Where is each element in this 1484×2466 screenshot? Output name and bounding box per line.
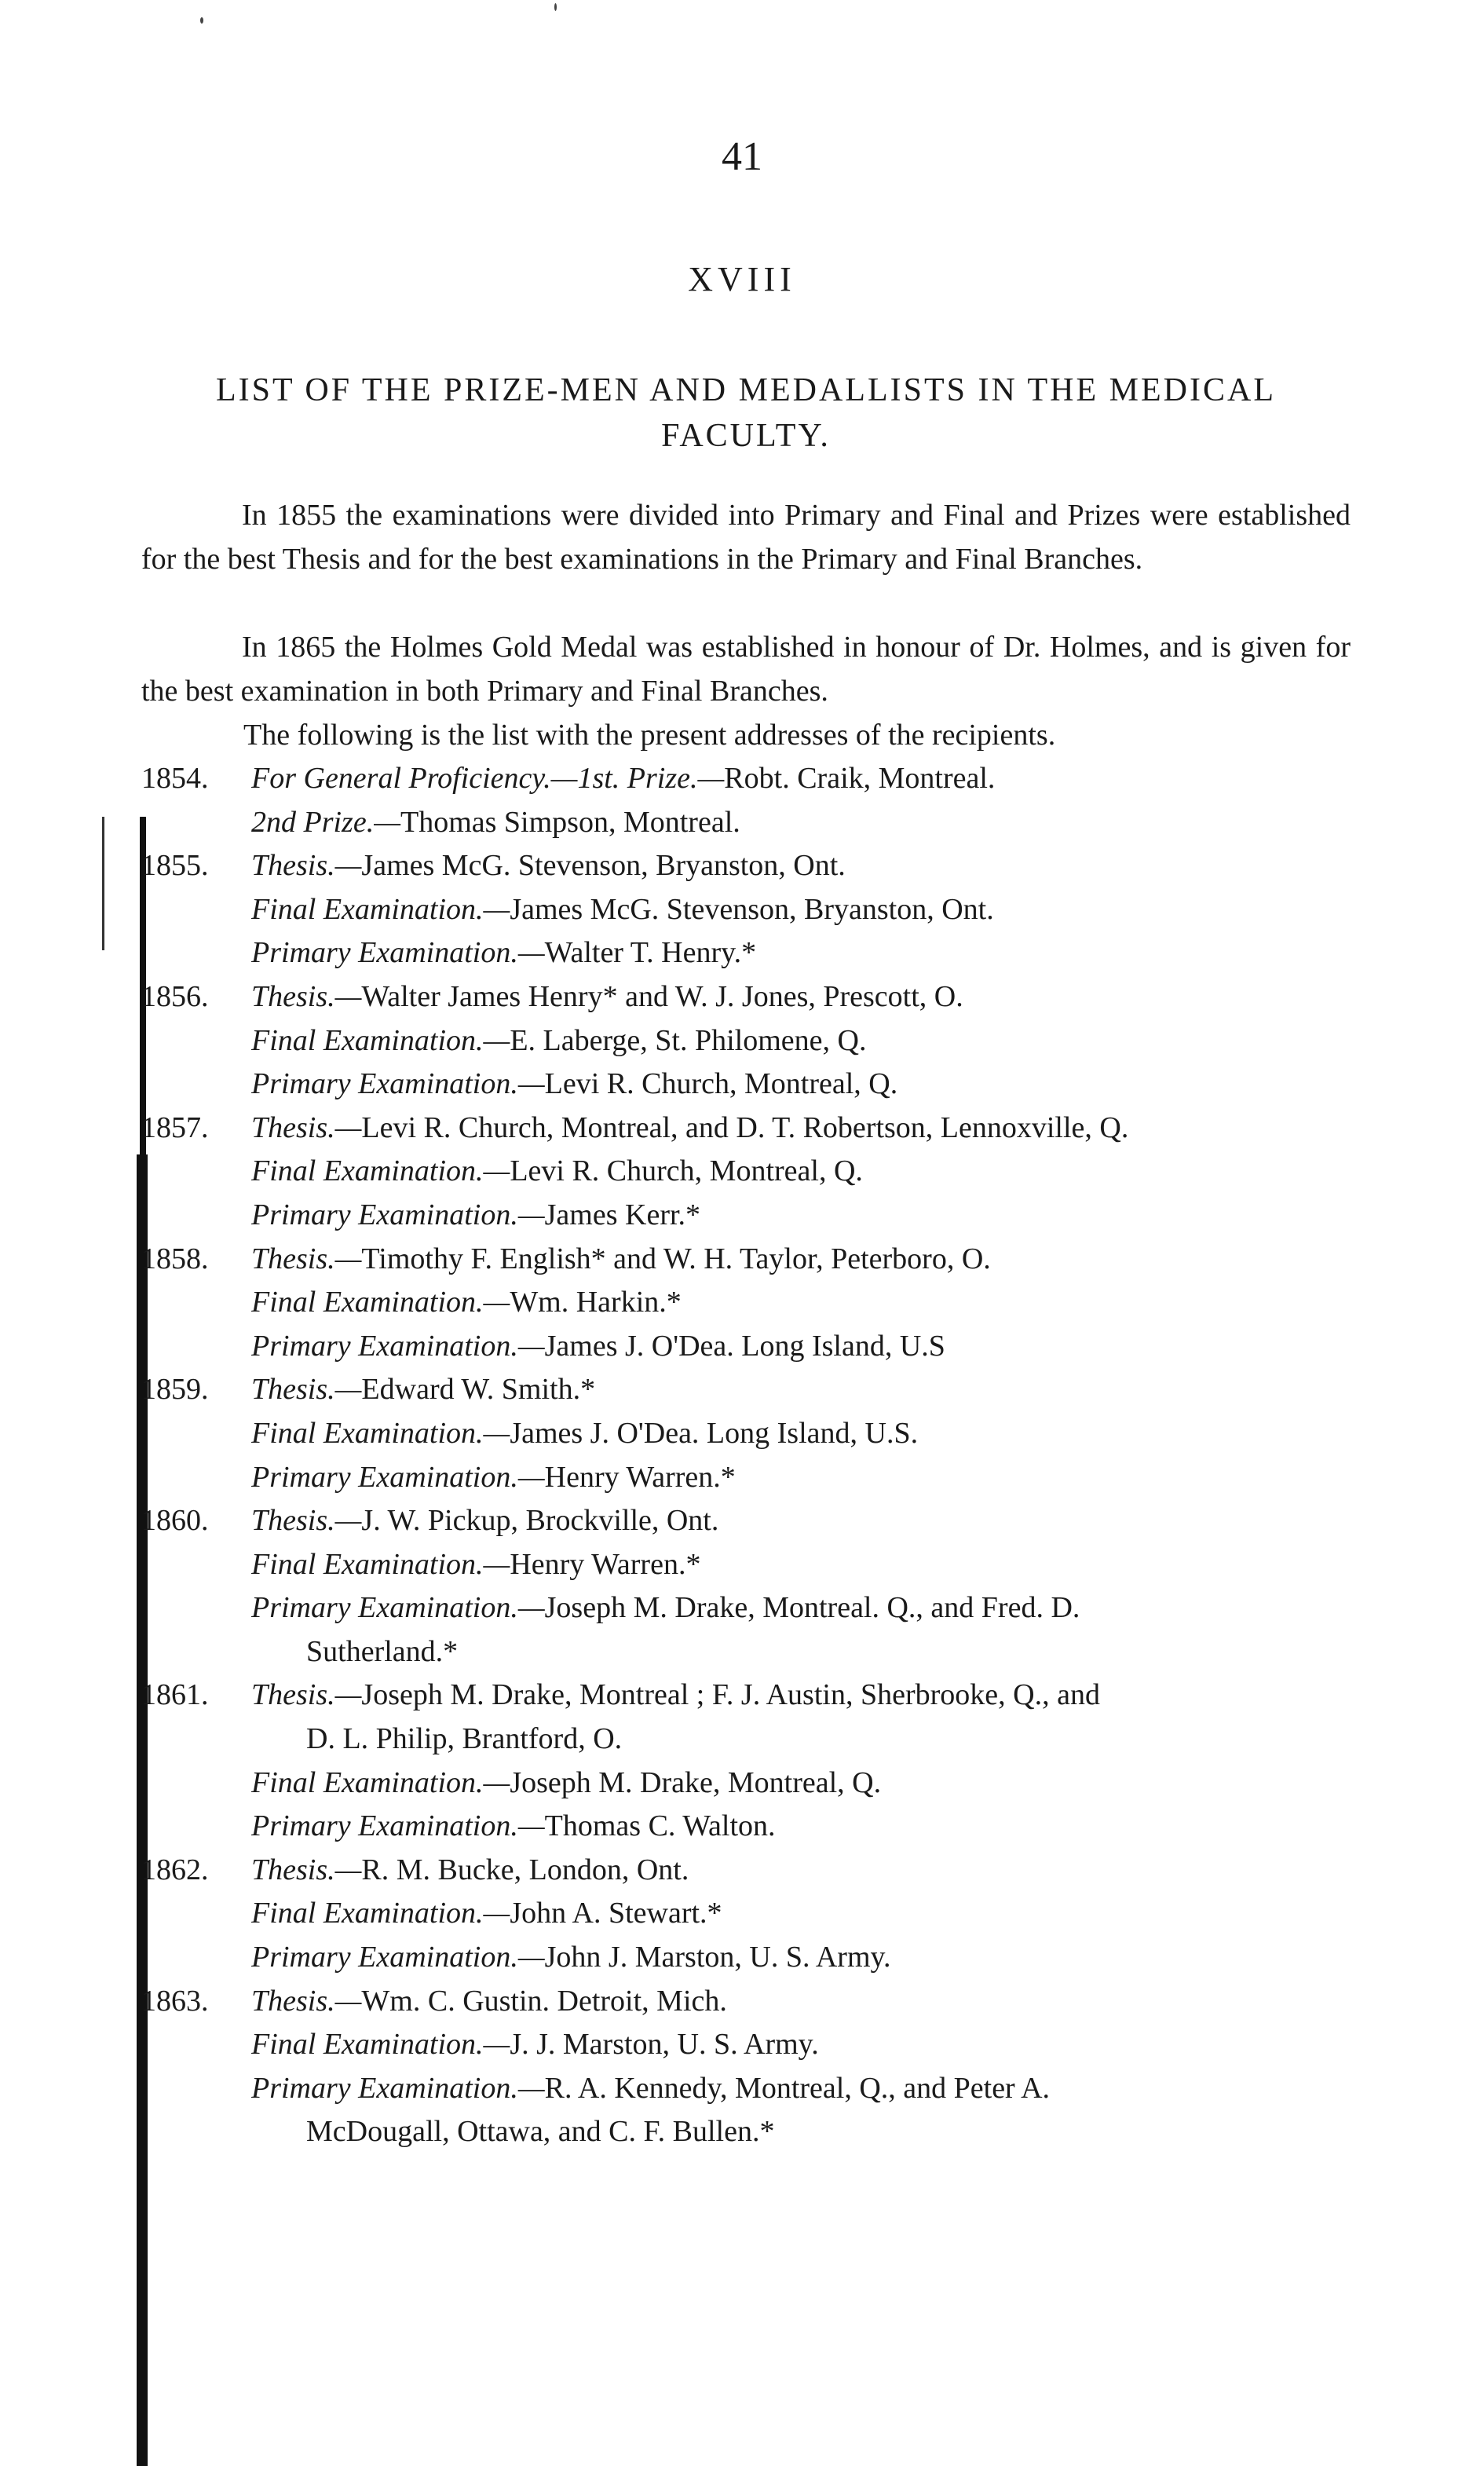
recipient-text: Robt. Craik, Montreal. — [724, 762, 996, 795]
intro-paragraph — [141, 625, 1351, 713]
award-label: 2nd Prize.— — [251, 805, 400, 839]
entry-year: 1861. — [141, 1678, 209, 1712]
award-label: Primary Examination.— — [251, 1067, 545, 1101]
recipient-text: R. A. Kennedy, Montreal, Q., and Peter A. — [544, 2071, 1051, 2105]
award-label: Final Examination.— — [251, 1765, 510, 1799]
award-label: Final Examination.— — [251, 892, 510, 926]
award-line — [141, 1194, 1366, 1238]
award-label: Primary Examination.— — [251, 1198, 545, 1231]
recipient-text: Levi R. Church, Montreal, and D. T. Robertson, Lennoxville, Q. — [361, 1110, 1129, 1144]
year-entry — [141, 1238, 1366, 1369]
award-line — [141, 1892, 1366, 1936]
award-line — [141, 1238, 1366, 1282]
award-label: Primary Examination.— — [251, 2071, 545, 2105]
award-label: Thesis.— — [251, 1678, 362, 1712]
award-label: Primary Examination.— — [251, 1809, 545, 1843]
award-line — [141, 844, 1366, 888]
award-label: Primary Examination.— — [251, 1329, 545, 1363]
award-line — [141, 1543, 1366, 1587]
award-label: Final Examination.— — [251, 1897, 510, 1930]
award-line — [141, 1762, 1366, 1806]
recipient-text: Joseph M. Drake, Montreal, Q. — [510, 1765, 882, 1799]
year-entry — [141, 975, 1366, 1107]
award-line — [141, 1805, 1366, 1849]
recipient-text: R. M. Bucke, London, Ont. — [361, 1853, 689, 1886]
year-entry — [141, 1107, 1366, 1238]
award-line — [141, 975, 1366, 1019]
recipient-text: James J. O'Dea. Long Island, U.S — [544, 1329, 945, 1363]
award-line — [141, 1150, 1366, 1194]
award-label: Primary Examination.— — [251, 1591, 545, 1625]
scan-speck — [554, 3, 557, 11]
award-line — [141, 801, 1366, 845]
award-line — [141, 1499, 1366, 1543]
year-entry — [141, 1674, 1366, 1848]
award-line — [141, 1456, 1366, 1500]
award-label: Primary Examination.— — [251, 1460, 545, 1494]
entry-year: 1854. — [141, 762, 209, 795]
recipient-text: Levi R. Church, Montreal, Q. — [544, 1067, 898, 1101]
recipient-text: John J. Marston, U. S. Army. — [544, 1941, 891, 1974]
recipient-text: J. W. Pickup, Brockville, Ont. — [361, 1504, 719, 1538]
award-label: Thesis.— — [251, 1242, 362, 1275]
award-label: Thesis.— — [251, 1853, 362, 1886]
recipient-text: James McG. Stevenson, Bryanston, Ont. — [510, 892, 994, 926]
award-line — [141, 1630, 1366, 1674]
year-entry — [141, 1849, 1366, 1980]
award-label: For General Proficiency.—1st. Prize.— — [251, 762, 725, 795]
page-number: 41 — [722, 134, 762, 179]
year-entry — [141, 844, 1366, 975]
award-label: Final Examination.— — [251, 1023, 510, 1057]
year-entry — [141, 757, 1366, 844]
section-title: LIST OF THE PRIZE-MEN AND MEDALLISTS IN THE MEDICAL FACULTY. — [216, 372, 1276, 454]
award-label: Final Examination.— — [251, 1547, 510, 1581]
recipient-text: Wm. Harkin.* — [510, 1286, 682, 1319]
intro-text: In 1865 the Holmes Gold Medal was established in honour of Dr. Holmes, and is given for the best examination in both Primary and Final Branches. — [141, 631, 1351, 708]
recipient-text: D. L. Philip, Brantford, O. — [306, 1722, 623, 1756]
intro-paragraph — [141, 493, 1351, 581]
recipient-text: J. J. Marston, U. S. Army. — [510, 2028, 819, 2062]
award-line — [141, 1980, 1366, 2024]
recipient-text: Henry Warren.* — [544, 1460, 736, 1494]
award-label: Thesis.— — [251, 979, 362, 1013]
recipient-text: McDougall, Ottawa, and C. F. Bullen.* — [306, 2115, 775, 2149]
entry-year: 1860. — [141, 1504, 209, 1538]
award-line — [141, 888, 1366, 932]
recipient-text: James J. O'Dea. Long Island, U.S. — [510, 1416, 919, 1450]
entry-year: 1862. — [141, 1853, 209, 1886]
entry-year: 1863. — [141, 1984, 209, 2018]
award-label: Primary Examination.— — [251, 936, 545, 970]
recipient-text: Walter James Henry* and W. J. Jones, Prescott, O. — [361, 979, 963, 1013]
recipient-text: Edward W. Smith.* — [361, 1373, 596, 1407]
page-edge-shadow — [102, 817, 104, 950]
recipient-text: Sutherland.* — [306, 1634, 459, 1668]
year-entry — [141, 1368, 1366, 1499]
award-line — [141, 2023, 1366, 2067]
award-label: Thesis.— — [251, 1984, 362, 2018]
year-entry — [141, 1980, 1366, 2154]
recipient-text: James McG. Stevenson, Bryanston, Ont. — [361, 849, 846, 883]
entry-year: 1858. — [141, 1242, 209, 1275]
recipient-text: Timothy F. English* and W. H. Taylor, Peterboro, O. — [361, 1242, 991, 1275]
award-label: Thesis.— — [251, 1110, 362, 1144]
award-line — [141, 1936, 1366, 1980]
award-line — [141, 1674, 1366, 1718]
entry-year: 1857. — [141, 1110, 209, 1144]
award-line — [141, 1586, 1366, 1630]
recipient-text: James Kerr.* — [544, 1198, 701, 1231]
intro-paragraph — [243, 713, 1351, 757]
prize-list — [141, 757, 1366, 2154]
year-entry — [141, 1499, 1366, 1674]
award-label: Primary Examination.— — [251, 1941, 545, 1974]
recipient-text: Wm. C. Gustin. Detroit, Mich. — [361, 1984, 727, 2018]
award-line — [141, 1281, 1366, 1325]
entry-year: 1856. — [141, 979, 209, 1013]
recipient-text: John A. Stewart.* — [510, 1897, 722, 1930]
intro-text: The following is the list with the present addresses of the recipients. — [243, 719, 1056, 752]
scan-speck — [200, 17, 203, 24]
award-line — [141, 1063, 1366, 1107]
recipient-text: Thomas Simpson, Montreal. — [400, 805, 740, 839]
entry-year: 1859. — [141, 1373, 209, 1407]
award-label: Thesis.— — [251, 1373, 362, 1407]
award-line — [141, 757, 1366, 801]
award-label: Final Examination.— — [251, 2028, 510, 2062]
recipient-text: Thomas C. Walton. — [544, 1809, 776, 1843]
award-line — [141, 1412, 1366, 1456]
award-label: Thesis.— — [251, 1504, 362, 1538]
recipient-text: Joseph M. Drake, Montreal. Q., and Fred. D. — [544, 1591, 1080, 1625]
recipient-text: Henry Warren.* — [510, 1547, 701, 1581]
recipient-text: Joseph M. Drake, Montreal ; F. J. Austin, Sherbrooke, Q., and — [361, 1678, 1100, 1712]
award-line — [141, 1849, 1366, 1893]
award-line — [141, 2067, 1366, 2111]
award-label: Final Examination.— — [251, 1154, 510, 1188]
award-line — [141, 931, 1366, 975]
award-label: Thesis.— — [251, 849, 362, 883]
recipient-text: Levi R. Church, Montreal, Q. — [510, 1154, 863, 1188]
award-label: Final Examination.— — [251, 1416, 510, 1450]
award-line — [141, 1325, 1366, 1369]
award-line — [141, 1019, 1366, 1063]
award-line — [141, 1718, 1366, 1762]
recipient-text: E. Laberge, St. Philomene, Q. — [510, 1023, 867, 1057]
award-line — [141, 1107, 1366, 1151]
section-numeral: XVIII — [688, 260, 796, 298]
award-label: Final Examination.— — [251, 1286, 510, 1319]
award-line — [141, 1368, 1366, 1412]
entry-year: 1855. — [141, 849, 209, 883]
award-line — [141, 2110, 1366, 2154]
intro-text: In 1855 the examinations were divided into Primary and Final and Prizes were established for the best Thesis and for the best examinations in the Primary and Final Branches. — [141, 499, 1351, 576]
recipient-text: Walter T. Henry.* — [544, 936, 757, 970]
